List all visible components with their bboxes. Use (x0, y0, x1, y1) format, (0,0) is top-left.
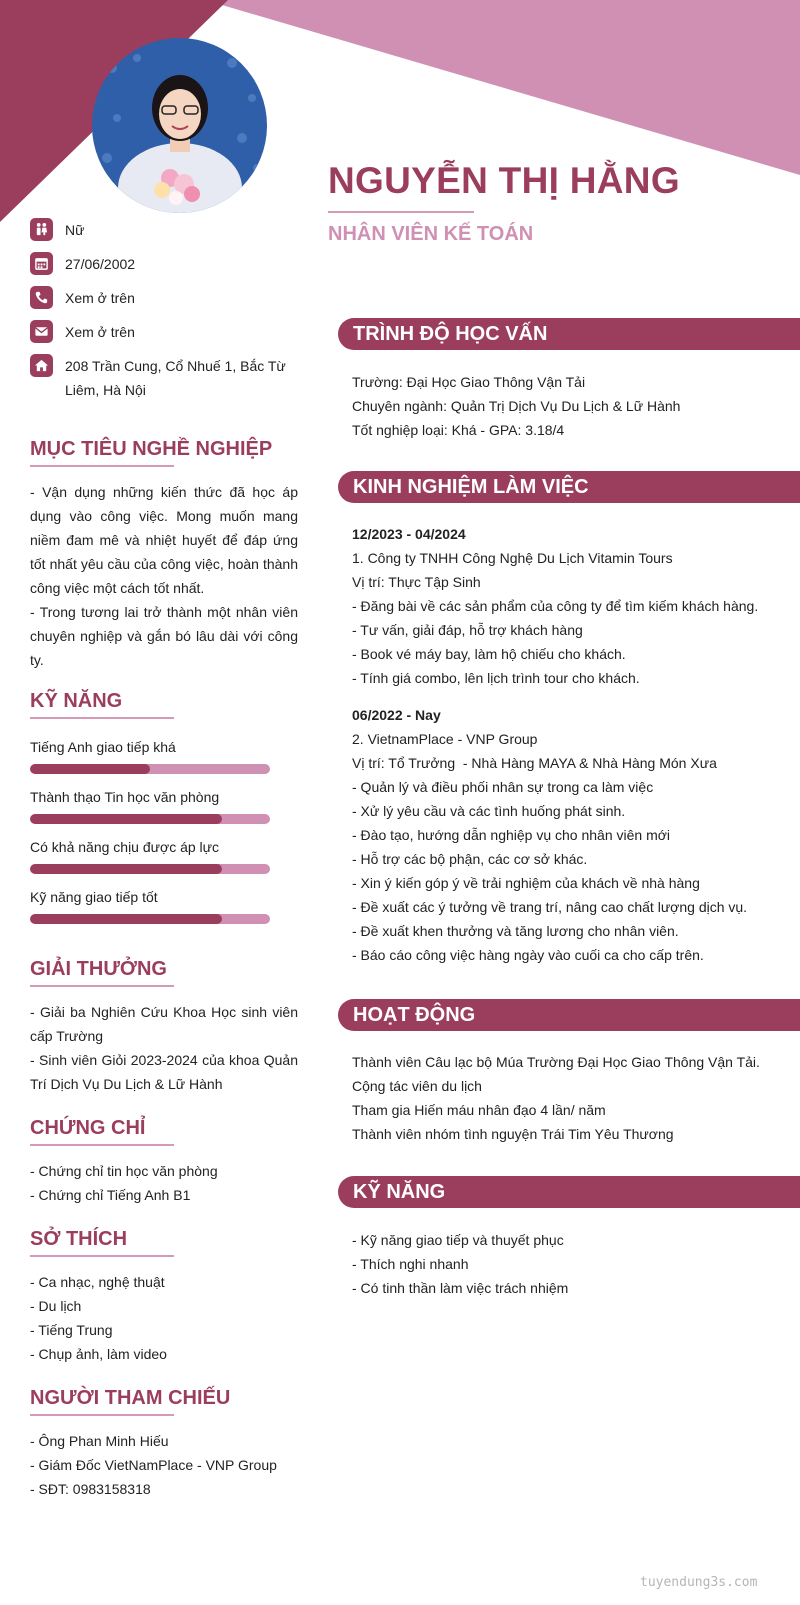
experience-job-2 (352, 703, 792, 967)
candidate-name: NGUYỄN THỊ HẰNG (328, 160, 680, 201)
job-title: NHÂN VIÊN KẾ TOÁN (328, 223, 534, 245)
contact-phone-text: Xem ở trên (65, 290, 135, 306)
references-title: NGƯỜI THAM CHIẾU (30, 1387, 231, 1409)
hobbies-underline (30, 1255, 174, 1257)
job-duty: - Đào tạo, hướng dẫn nghiệp vụ cho nhân viên mới (352, 827, 671, 843)
certificates-title: CHỨNG CHỈ (30, 1117, 146, 1139)
list-item: Tham gia Hiến máu nhân đạo 4 lần/ năm (352, 1102, 606, 1118)
education-school: Trường: Đại Học Giao Thông Vận Tải (352, 374, 586, 390)
job-duty: - Book vé máy bay, làm hộ chiếu cho khách. (352, 646, 626, 662)
calendar-icon (30, 252, 53, 275)
activities-title: HOẠT ĐỘNG (338, 999, 800, 1031)
skills-left-title: KỸ NĂNG (30, 690, 123, 712)
contact-birthday (30, 252, 135, 276)
watermark: tuyendung3s.com (640, 1575, 758, 1590)
gender-icon (30, 218, 53, 241)
list-item: Thành viên Câu lạc bộ Múa Trường Đại Học Giao Thông Vận Tải. (352, 1054, 760, 1070)
skill-label: Có khả năng chịu được áp lực (30, 839, 220, 855)
skill-bar (30, 914, 270, 924)
skill-bar-fill (30, 764, 150, 774)
list-item: - Thích nghi nhanh (352, 1256, 469, 1272)
hobbies-list (30, 1270, 310, 1366)
job-position: Vị trí: Tổ Trưởng - Nhà Hàng MAYA & Nhà Hàng Món Xưa (352, 755, 717, 771)
list-item: - Chứng chỉ tin học văn phòng (30, 1163, 218, 1179)
profile-photo (92, 38, 267, 213)
experience-title: KINH NGHIỆM LÀM VIỆC (338, 471, 800, 503)
contact-birthday-text: 27/06/2002 (65, 256, 136, 272)
skill-label: Thành thạo Tin học văn phòng (30, 789, 220, 805)
list-item: Cộng tác viên du lịch (352, 1078, 482, 1094)
job-duty: - Tư vấn, giải đáp, hỗ trợ khách hàng (352, 622, 583, 638)
education-title: TRÌNH ĐỘ HỌC VẤN (338, 318, 800, 350)
job-period: 06/2022 - Nay (352, 707, 441, 723)
list-item: - Có tinh thần làm việc trách nhiệm (352, 1280, 569, 1296)
skills-left-underline (30, 717, 174, 719)
list-item: - Chụp ảnh, làm video (30, 1346, 167, 1362)
contact-phone (30, 286, 135, 310)
list-item: Thành viên nhóm tình nguyện Trái Tim Yêu Thương (352, 1126, 674, 1142)
job-duty: - Xin ý kiến góp ý về trải nghiệm của khách về nhà hàng (352, 875, 700, 891)
skills-right-list (352, 1228, 792, 1300)
objective-text: - Vận dụng những kiến thức đã học áp dụng vào công việc. Mong muốn mang niềm đam mê và nhiệt huyết để đáp ứng tốt nhất yêu cầu của công việc, hoàn thành công việc một cách tốt nhất. - Trong tương lai trở thành một nhân viên chuyên nghiệp và gắn bó lâu dài với công ty. (30, 484, 298, 668)
contact-address (30, 354, 300, 402)
job-duty: - Báo cáo công việc hàng ngày vào cuối ca cho cấp trên. (352, 947, 704, 963)
certificates-list (30, 1159, 310, 1207)
skill-bar (30, 764, 270, 774)
skill-bar-fill (30, 814, 222, 824)
references-list (30, 1429, 310, 1501)
list-item: - Chứng chỉ Tiếng Anh B1 (30, 1187, 191, 1203)
experience-job-1 (352, 522, 792, 690)
job-duty: - Hỗ trợ các bộ phận, các cơ sở khác. (352, 851, 588, 867)
home-icon (30, 354, 53, 377)
list-item: - Ca nhạc, nghệ thuật (30, 1274, 165, 1290)
list-item: - Ông Phan Minh Hiếu (30, 1433, 169, 1449)
skill-label: Tiếng Anh giao tiếp khá (30, 739, 176, 755)
job-duty: - Đề xuất khen thưởng và tăng lương cho nhân viên. (352, 923, 679, 939)
education-grade: Tốt nghiệp loại: Khá - GPA: 3.18/4 (352, 422, 565, 438)
objective-title: MỤC TIÊU NGHỀ NGHIỆP (30, 438, 273, 460)
skill-bar-fill (30, 914, 222, 924)
list-item: - Giám Đốc VietNamPlace - VNP Group (30, 1457, 277, 1473)
list-item: - Kỹ năng giao tiếp và thuyết phục (352, 1232, 564, 1248)
skills-right-title: KỸ NĂNG (338, 1176, 800, 1208)
certificates-underline (30, 1144, 174, 1146)
skill-bar-fill (30, 864, 222, 874)
awards-title: GIẢI THƯỞNG (30, 958, 167, 980)
skill-bar (30, 814, 270, 824)
contact-email-text: Xem ở trên (65, 324, 135, 340)
job-period: 12/2023 - 04/2024 (352, 526, 466, 542)
contact-gender (30, 218, 84, 242)
list-item: - SĐT: 0983158318 (30, 1481, 151, 1497)
skill-label: Kỹ năng giao tiếp tốt (30, 889, 158, 905)
education-major: Chuyên ngành: Quản Trị Dịch Vụ Du Lịch & Lữ Hành (352, 398, 681, 414)
skill-bar (30, 864, 270, 874)
job-duty: - Đề xuất các ý tưởng về trang trí, nâng cao chất lượng dịch vụ. (352, 899, 748, 915)
objective-underline (30, 465, 174, 467)
name-underline (328, 211, 474, 213)
awards-text: - Giải ba Nghiên Cứu Khoa Học sinh viên cấp Trường - Sinh viên Giỏi 2023-2024 của khoa Quản Trí Dịch Vụ Du Lịch & Lữ Hành (30, 1004, 298, 1092)
activities-list (352, 1050, 792, 1146)
awards-underline (30, 985, 174, 987)
job-duty: - Tính giá combo, lên lịch trình tour cho khách. (352, 670, 640, 686)
job-duty: - Quản lý và điều phối nhân sự trong ca làm việc (352, 779, 654, 795)
list-item: - Du lịch (30, 1298, 82, 1314)
references-underline (30, 1414, 174, 1416)
mail-icon (30, 320, 53, 343)
job-position: Vị trí: Thực Tập Sinh (352, 574, 481, 590)
job-duty: - Xử lý yêu cầu và các tình huống phát sinh. (352, 803, 626, 819)
contact-address-text: 208 Trần Cung, Cổ Nhuế 1, Bắc Từ Liêm, Hà Nội (65, 358, 286, 398)
contact-email (30, 320, 135, 344)
job-duty: - Đăng bài về các sản phẩm của công ty để tìm kiếm khách hàng. (352, 598, 759, 614)
job-company: 1. Công ty TNHH Công Nghệ Du Lịch Vitamin Tours (352, 550, 673, 566)
list-item: - Tiếng Trung (30, 1322, 113, 1338)
education-details (352, 370, 792, 442)
job-company: 2. VietnamPlace - VNP Group (352, 731, 538, 747)
hobbies-title: SỞ THÍCH (30, 1228, 128, 1250)
contact-gender-text: Nữ (65, 222, 85, 238)
phone-icon (30, 286, 53, 309)
